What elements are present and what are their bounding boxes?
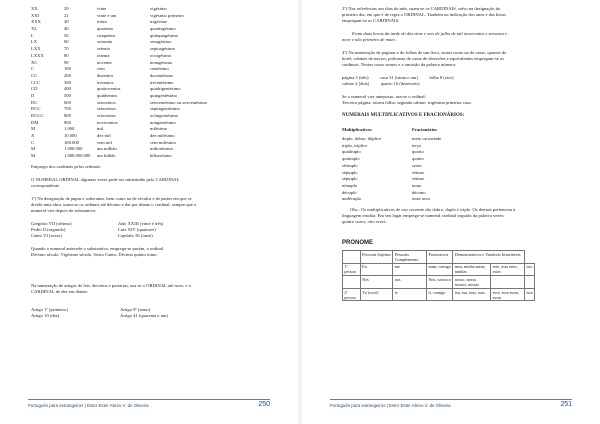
numeral-cell: trigésimo	[150, 19, 168, 25]
numeral-cell: quarenta	[97, 26, 113, 32]
table-cell: Tu (você)	[360, 288, 393, 301]
numeral-cell: DC	[31, 99, 38, 105]
paragraph-text: cardinais. Nestes casos somos e a omissão da palavra número:	[342, 62, 457, 67]
table-header-cell: Demonstrativos e Variáveis Invariáveis	[453, 251, 525, 264]
numeral-cell: 80	[64, 52, 69, 58]
numerals-table	[31, 6, 211, 160]
numeral-cell: milionésimo	[150, 146, 173, 152]
numeral-cell: XXI	[31, 12, 40, 18]
numeral-cell: DM	[31, 119, 39, 125]
numeral-row	[31, 80, 211, 87]
numeral-cell: trezentos	[97, 79, 114, 85]
numeral-cell: 800	[64, 113, 71, 118]
numeral-row	[31, 33, 211, 40]
example-text: Artigo 9º (nono)	[120, 307, 151, 312]
numeral-cell: 20	[64, 6, 69, 11]
numeral-cell: dez mil	[97, 133, 111, 139]
example-text: Artigo 41 (quarenta e um)	[120, 313, 168, 318]
table-cell: meu, minha meus, minhas	[453, 263, 491, 276]
example-text: João XXIII (vinte e três)	[118, 221, 164, 226]
table-cell: mim, comigo	[427, 263, 453, 276]
numeral-cell: cem mil	[97, 139, 112, 145]
table-cell	[343, 276, 361, 289]
numeral-cell: um milhão	[97, 146, 117, 152]
numeral-cell: quingentésimo	[150, 92, 178, 98]
numeral-cell: sessenta	[97, 39, 113, 45]
numeral-cell: 600	[64, 99, 71, 105]
numeral-row	[31, 146, 211, 153]
numeral-cell: oitenta	[97, 52, 110, 58]
numeral-cell: noventa	[97, 59, 112, 65]
multiplicative-item: undécuplo	[342, 196, 362, 202]
multiplicative-item: meio ou metade	[412, 136, 442, 141]
page-footer	[28, 399, 270, 412]
numeral-cell: M	[31, 126, 36, 132]
table-cell: nosso, nossa nossos, nossas	[453, 276, 491, 289]
multiplicative-item: décuplo	[342, 189, 357, 195]
numeral-cell: bilionésimo	[150, 153, 172, 159]
section-title: NUMERAIS MULTIPLICATIVOS E FRACIONÁRIOS:	[342, 113, 465, 118]
table-header-cell: Pessoais Complemento	[393, 251, 427, 264]
left-page	[0, 0, 298, 424]
multiplicative-item: sêxtuplo	[342, 162, 358, 168]
table-cell: ti, contigo	[427, 288, 453, 301]
numeral-row	[31, 60, 211, 67]
page-number: 250	[258, 401, 270, 408]
numeral-cell: octingentésimo	[150, 113, 179, 118]
numeral-cell: XL	[31, 26, 38, 32]
example-text: Artigo 10 (dez)	[31, 313, 60, 318]
numeral-cell: dez milésimo	[150, 133, 175, 139]
numeral-cell: seiscentésimo ou sexcentésimo	[150, 99, 208, 105]
paragraph-text: empregam-se os CARDINAIS.	[342, 18, 400, 23]
note-text: linguagem erudita. Em seu lugar emprega-se numeral cardinal seguido da palavra vezes:	[342, 213, 505, 218]
paragraph-text: numeral vier depois do substantivo:	[31, 208, 97, 213]
table-cell: Nós	[360, 276, 393, 289]
example-text: Artigo 1º (primeiro)	[31, 307, 68, 312]
numeral-cell: 100.000	[64, 139, 79, 145]
numeral-cell: X	[31, 133, 35, 139]
numeral-cell: cem	[97, 66, 105, 72]
multiplicative-item: duplo, dobro, dúplice	[342, 136, 382, 141]
numeral-cell: 300	[64, 79, 71, 85]
table-header-cell: Possessivos	[427, 251, 453, 264]
numeral-cell: septingentésimo	[150, 106, 180, 112]
numeral-cell: M	[31, 146, 36, 152]
numeral-cell: setenta	[97, 46, 110, 52]
numeral-row	[31, 66, 211, 73]
numeral-cell: 1.000	[64, 126, 75, 132]
table-cell: isso	[525, 288, 535, 301]
multiplicative-item: quarto	[412, 149, 424, 155]
numeral-cell: XX	[31, 6, 38, 11]
column-header: Fracionários	[412, 127, 438, 132]
table-cell: 1ª pessoa	[343, 263, 361, 276]
numeral-cell: 500	[64, 92, 71, 98]
numeral-cell: oitocentos	[97, 113, 116, 118]
numeral-row	[31, 39, 211, 46]
numeral-row	[31, 133, 211, 140]
numeral-cell: centésimo	[150, 66, 169, 72]
table-cell: nos	[393, 276, 427, 289]
numeral-cell: quatrocentos	[97, 86, 121, 92]
right-page	[302, 0, 600, 424]
numeral-cell: trinta	[97, 19, 107, 25]
numeral-cell: vigésimo	[150, 6, 167, 11]
page-number: 251	[560, 401, 572, 408]
numeral-row	[31, 6, 211, 13]
footer-text: Português para estrangeiros | Ester Ester Abreu V. de Oliveira	[330, 403, 451, 408]
pronoun-table	[342, 250, 535, 301]
numeral-cell: M	[31, 153, 36, 159]
numeral-cell: CCC	[31, 79, 41, 85]
numeral-cell: quinhentos	[97, 92, 118, 98]
paragraph-text: 3º) Nas referências aos dias do mês, usam-se os CARDINAIS, salvo na designação do	[342, 6, 501, 11]
example-text: cabine 2 (dois) quarto 16 (dezesseis)	[342, 81, 420, 86]
multiplicative-item: terço	[412, 142, 422, 148]
numeral-row	[31, 120, 211, 127]
numeral-row	[31, 153, 211, 160]
example-text: Luiz XIV (quatorze)	[118, 227, 156, 232]
table-cell: te	[393, 288, 427, 301]
numeral-cell: C	[31, 66, 35, 72]
paragraph-text: Terceira página; oitava folha; segunda cabine; trigésima primeira casa.	[342, 100, 472, 105]
example-text: Capítulo XI (onze)	[118, 233, 153, 238]
table-cell: isto	[525, 263, 535, 276]
numeral-cell: LXXX	[31, 52, 44, 58]
numeral-row	[31, 26, 211, 33]
multiplicative-item: séptuplo	[342, 169, 358, 175]
paragraph-text: correspondente.	[31, 183, 61, 188]
multiplicative-item: séptuplo	[342, 176, 358, 182]
paragraph-text: Décimo século, Vigésimo século, Sexto Canto; Décimo quinto tomo.	[31, 252, 158, 257]
numeral-cell: LXX	[31, 46, 41, 52]
multiplicative-item: quádruplo	[342, 149, 361, 155]
numeral-cell: DCC	[31, 106, 41, 112]
numeral-cell: vinte	[97, 6, 107, 11]
numeral-cell: mil	[97, 126, 104, 132]
multiplicative-item: nono	[412, 182, 422, 188]
numeral-cell: D	[31, 92, 35, 98]
paragraph-text: 4º) Na numeração de páginas e de folhas de um livro, assim como na de casas, quartos de	[342, 50, 507, 55]
numeral-cell: XC	[31, 59, 38, 65]
numeral-row	[31, 73, 211, 80]
numeral-cell: L	[31, 32, 34, 38]
numeral-cell: 1.000.000.000	[64, 153, 91, 159]
table-cell: Eu	[360, 263, 393, 276]
example-text: Eram duas horas da tarde do dia vinte e seis de julho de mil novecentos e sessenta e	[352, 31, 508, 36]
numeral-cell: setecentos	[97, 106, 116, 112]
numeral-cell: 90	[64, 59, 69, 65]
table-cell: me	[393, 263, 427, 276]
numeral-cell: novecentos	[97, 119, 118, 125]
numeral-cell: milésimo	[150, 126, 168, 132]
numeral-cell: CC	[31, 72, 38, 78]
multiplicative-item: triplo, tríplice	[342, 142, 368, 148]
numeral-row	[31, 53, 211, 60]
multiplicative-item: sétimo	[412, 169, 425, 175]
paragraph-text: Na numeração de artigos de leis, decretos e portarias, usa-se o ORDINAL até nove, e o	[31, 283, 192, 288]
multiplicative-item: quinto	[412, 156, 424, 162]
numeral-cell: trecentésimo	[150, 79, 174, 85]
numeral-cell: DCCC	[31, 113, 44, 118]
numeral-cell: sexagésimo	[150, 39, 172, 45]
numeral-cell: octogésimo	[150, 52, 172, 58]
paragraph-text: CARDINAL de dez em diante:	[31, 289, 88, 294]
paragraph-text: 1º) Na designação de papas e soberanos, bem como na de séculos e de partes em que se	[31, 196, 192, 201]
numeral-cell: 50	[64, 32, 69, 38]
numeral-row	[31, 93, 211, 100]
numeral-cell: XXX	[31, 19, 41, 25]
numeral-cell: CD	[31, 86, 38, 92]
numeral-cell: ducentésimo	[150, 72, 174, 78]
numeral-cell: 100	[64, 66, 71, 72]
numeral-row	[31, 126, 211, 133]
table-cell: este, esta estes, estas	[491, 263, 525, 276]
paragraph-text: O NUMERAL ORDINAL algumas vezes pode ser substituído pelo CARDINAL	[31, 177, 180, 182]
numeral-cell: 21	[64, 12, 69, 18]
numeral-cell: 60	[64, 39, 69, 45]
example-text: Canto VI (sexto)	[31, 233, 62, 238]
numeral-cell: septuagésimo	[150, 46, 176, 52]
numeral-cell: 10.000	[64, 133, 77, 139]
column-header: Multiplicativos	[342, 127, 372, 132]
numeral-cell: qüinquagésimo	[150, 32, 179, 38]
multiplicative-item: décimo	[412, 189, 426, 195]
footer-text: Português para estrangeiros | Ester Ester Abreu V. de Oliveira	[28, 403, 149, 408]
table-header-cell: Pessoais Sujeitos	[360, 251, 393, 264]
numeral-cell: 900	[64, 119, 71, 125]
note-text: quatro vezes; oito vezes.	[342, 219, 387, 224]
numeral-cell: 30	[64, 19, 69, 25]
numeral-cell: um bilhão	[97, 153, 116, 159]
table-cell: Nós, conosco	[427, 276, 453, 289]
numeral-cell: duzentos	[97, 72, 114, 78]
page-footer	[330, 399, 572, 412]
numeral-row	[31, 100, 211, 107]
table-cell	[491, 276, 525, 289]
multiplicative-item: sétimo	[412, 176, 425, 182]
numeral-row	[31, 140, 211, 147]
note-text: Obs.: Os multiplicativos de uso corrente são dobro, duplo e triplo. Os demais pertencem à	[350, 207, 516, 212]
numeral-cell: nongentésimo	[150, 119, 176, 125]
multiplicative-item: onze avos	[412, 196, 431, 202]
paragraph-text: hotel, cabines de navios, poltronas de casas de diversões e equivalentes empregam-se os	[342, 56, 505, 61]
table-cell: teu, tua, teus, tuas	[453, 288, 491, 301]
numeral-cell: vigésimo primeiro	[150, 12, 184, 18]
numeral-cell: LX	[31, 39, 38, 45]
numeral-cell: seiscentos	[97, 99, 116, 105]
table-row	[343, 276, 535, 289]
table-cell: esse, essa esses, essas	[491, 288, 525, 301]
numeral-row	[31, 46, 211, 53]
multiplicative-item: nônuplo	[342, 182, 358, 188]
numeral-cell: 70	[64, 46, 69, 52]
table-cell: 2ª pessoa	[343, 288, 361, 301]
numeral-cell: 1.000.000	[64, 146, 83, 152]
numeral-cell: nonagésimo	[150, 59, 173, 65]
table-header-row	[343, 251, 535, 264]
numeral-row	[31, 113, 211, 120]
numeral-row	[31, 106, 211, 113]
cardinal-usage-heading: Emprego dos cardinais pelos ordinais:	[31, 164, 102, 169]
numeral-cell: C	[31, 139, 35, 145]
multiplicative-item: quíntuplo	[342, 156, 360, 162]
numeral-cell: 700	[64, 106, 71, 112]
paragraph-text: primeiro dia, em que é de regra o ORDINAL. Também na indicação dos anos e das horas	[342, 12, 506, 17]
table-row	[343, 263, 535, 276]
numeral-cell: quadragésimo	[150, 26, 176, 32]
numeral-cell: 400	[64, 86, 71, 92]
example-text: página 3 (três) casa 31 (trinta e um) folha 8 (oito)	[342, 75, 454, 80]
example-text: nove e não primeiro de maio.	[342, 37, 396, 42]
multiplicative-item: sexto	[412, 162, 422, 168]
example-text: Pedro II (segundo)	[31, 227, 66, 232]
numeral-cell: vinte e um	[97, 12, 117, 18]
paragraph-text: Quando o numeral antecede o substantivo, emprega-se porém, o ordinal.	[31, 246, 165, 251]
table-row	[343, 288, 535, 301]
numeral-row	[31, 13, 211, 20]
numeral-cell: cinquenta	[97, 32, 115, 38]
numeral-cell: 200	[64, 72, 71, 78]
numeral-row	[31, 86, 211, 93]
numeral-cell: cem milésimo	[150, 139, 176, 145]
paragraph-text: Se o numeral vier anteposto, usa-se o ordinal:	[342, 94, 426, 99]
table-cell	[525, 276, 535, 289]
paragraph-text: divide uma obra, usam-se os ordinais até décimo e daí por diante o cardinal, sempre que o	[31, 202, 197, 207]
example-text: Gregório VII (sétimo)	[31, 221, 72, 226]
pronoun-heading: PRONOME	[342, 240, 374, 246]
table-header-cell	[343, 251, 361, 264]
numeral-cell: 40	[64, 26, 69, 32]
numeral-cell: quadrigentésimo	[150, 86, 181, 92]
numeral-row	[31, 19, 211, 26]
